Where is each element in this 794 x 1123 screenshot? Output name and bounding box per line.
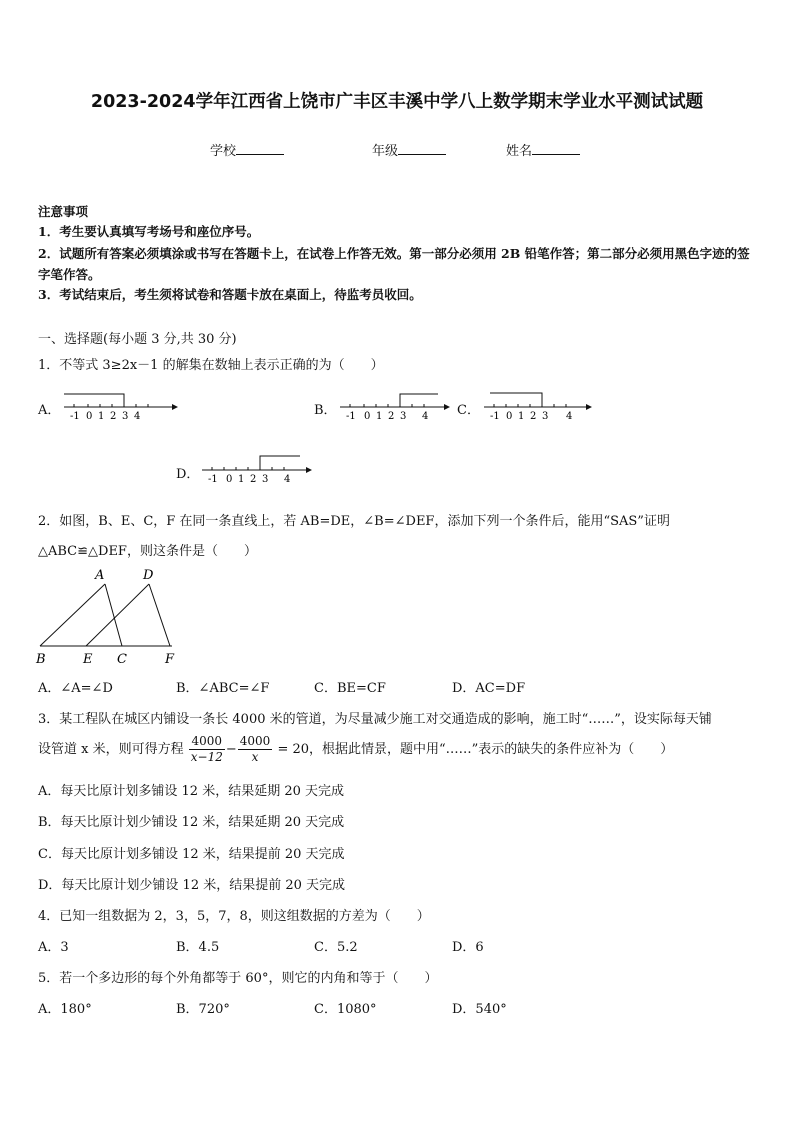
q3-stem-line1: 3．某工程队在城区内铺设一条长 4000 米的管道，为尽量减少施工对交通造成的影响，施工时“……”，设实际每天铺	[38, 712, 712, 727]
tick-label: 4	[422, 411, 429, 422]
tick-label: -1	[490, 411, 500, 422]
tick-label: -1	[208, 474, 218, 485]
q3-option-c: C．每天比原计划多铺设 12 米，结果提前 20 天完成	[38, 847, 345, 862]
name-field	[506, 140, 580, 159]
tick-label: 3	[400, 411, 407, 422]
tick-label: -1	[346, 411, 356, 422]
q1-option-b-label: B．	[314, 403, 337, 418]
grade-blank	[398, 142, 446, 155]
page-title: 2023-2024学年江西省上饶市广丰区丰溪中学八上数学期末学业水平测试试题	[90, 92, 704, 112]
q2-triangle-figure	[30, 562, 190, 670]
tick-label: 4	[284, 474, 291, 485]
notice-item-2: 2．试题所有答案必须填涂或书写在答题卡上，在试卷上作答无效。第一部分必须用 2B 铅笔作答；第二部分必须用黑色字迹的签字笔作答。	[38, 246, 750, 282]
tick-label: 0	[86, 411, 93, 422]
q1-option-c-numberline	[480, 388, 600, 422]
grade-label: 年级	[372, 144, 399, 159]
tick-label: 3	[122, 411, 129, 422]
tick-label: 2	[530, 411, 537, 422]
label-f: F	[165, 652, 175, 667]
q3-option-b: B．每天比原计划少铺设 12 米，结果延期 20 天完成	[38, 815, 345, 830]
name-label: 姓名	[506, 144, 533, 159]
tick-label: 0	[226, 474, 233, 485]
label-d: D	[143, 568, 154, 583]
notice-item-3: 3．考试结束后，考生须将试卷和答题卡放在桌面上，待监考员收回。	[38, 287, 422, 302]
q4-option-b: B．4.5	[176, 940, 220, 955]
notice-heading: 注意事项	[38, 204, 89, 219]
q2-stem-line2: △ABC≌△DEF，则这条件是（ ）	[38, 544, 257, 559]
section-heading: 一、选择题(每小题 3 分,共 30 分)	[38, 332, 237, 347]
tick-label: 0	[364, 411, 371, 422]
q5-option-a: A．180°	[38, 1002, 92, 1017]
tick-label: 1	[238, 474, 245, 485]
q4-option-a: A．3	[38, 940, 69, 955]
school-blank	[236, 142, 284, 155]
q3-minus: −	[225, 742, 237, 757]
q1-option-a-numberline	[60, 390, 180, 422]
tick-label: 1	[376, 411, 383, 422]
q5-option-c: C．1080°	[314, 1002, 377, 1017]
q3-stem-pre: 设管道 x 米，则可得方程	[38, 742, 184, 757]
q1-stem: 1．不等式 3≥2x－1 的解集在数轴上表示正确的为（ ）	[38, 358, 384, 373]
q3-frac1-denominator: x−12	[190, 750, 223, 764]
q3-stem-post: ，根据此情景，题中用“……”表示的缺失的条件应补为（ ）	[309, 742, 674, 757]
tick-label: 0	[506, 411, 513, 422]
label-c: C	[117, 652, 127, 667]
q1-option-a-label: A．	[38, 403, 61, 418]
q4-option-d: D．6	[452, 940, 484, 955]
q3-equals: = 20	[277, 742, 310, 757]
tick-label: 2	[388, 411, 395, 422]
tick-label: 4	[134, 411, 141, 422]
q3-frac2-numerator: 4000	[239, 734, 271, 748]
tick-label: 2	[250, 474, 257, 485]
name-blank	[532, 142, 580, 155]
q2-option-b: B．∠ABC=∠F	[176, 681, 270, 696]
segment-ac	[105, 584, 122, 646]
label-b: B	[36, 652, 46, 667]
notice-item-1: 1．考生要认真填写考场号和座位序号。	[38, 224, 260, 239]
q2-option-d: D．AC=DF	[452, 681, 526, 696]
q3-option-d: D．每天比原计划少铺设 12 米，结果提前 20 天完成	[38, 878, 346, 893]
q2-option-a: A．∠A=∠D	[38, 681, 113, 696]
grade-field	[372, 140, 446, 159]
segment-df	[149, 584, 170, 646]
tick-label: 1	[518, 411, 525, 422]
q1-option-c-label: C．	[457, 403, 480, 418]
q1-option-d-label: D．	[176, 467, 200, 482]
q3-option-a: A．每天比原计划多铺设 12 米，结果延期 20 天完成	[38, 784, 345, 799]
label-a: A	[95, 568, 105, 583]
q3-fraction-2	[238, 734, 273, 765]
tick-label: 1	[98, 411, 105, 422]
q3-stem-line2	[38, 732, 673, 768]
q4-stem: 4．已知一组数据为 2，3，5，7，8，则这组数据的方差为（ ）	[38, 909, 430, 924]
school-label: 学校	[210, 144, 237, 159]
tick-label: 3	[542, 411, 549, 422]
label-e: E	[83, 652, 93, 667]
tick-label: 3	[262, 474, 269, 485]
school-field	[210, 140, 284, 159]
tick-label: 4	[566, 411, 573, 422]
q3-frac1-numerator: 4000	[189, 734, 225, 750]
tick-label: 2	[110, 411, 117, 422]
q5-stem: 5．若一个多边形的每个外角都等于 60°，则它的内角和等于（ ）	[38, 971, 438, 986]
q2-option-c: C．BE=CF	[314, 681, 386, 696]
q3-fraction-1	[189, 734, 225, 765]
q4-option-c: C．5.2	[314, 940, 358, 955]
q5-option-b: B．720°	[176, 1002, 230, 1017]
q2-stem-line1: 2．如图，B、E、C，F 在同一条直线上，若 AB=DE，∠B=∠DEF，添加下列一个条件后，能用“SAS”证明	[38, 514, 670, 529]
q5-option-d: D．540°	[452, 1002, 507, 1017]
q1-option-b-numberline	[336, 390, 456, 422]
tick-label: -1	[70, 411, 80, 422]
q3-frac2-denominator: x	[251, 750, 259, 764]
q1-option-d-numberline	[198, 452, 318, 486]
